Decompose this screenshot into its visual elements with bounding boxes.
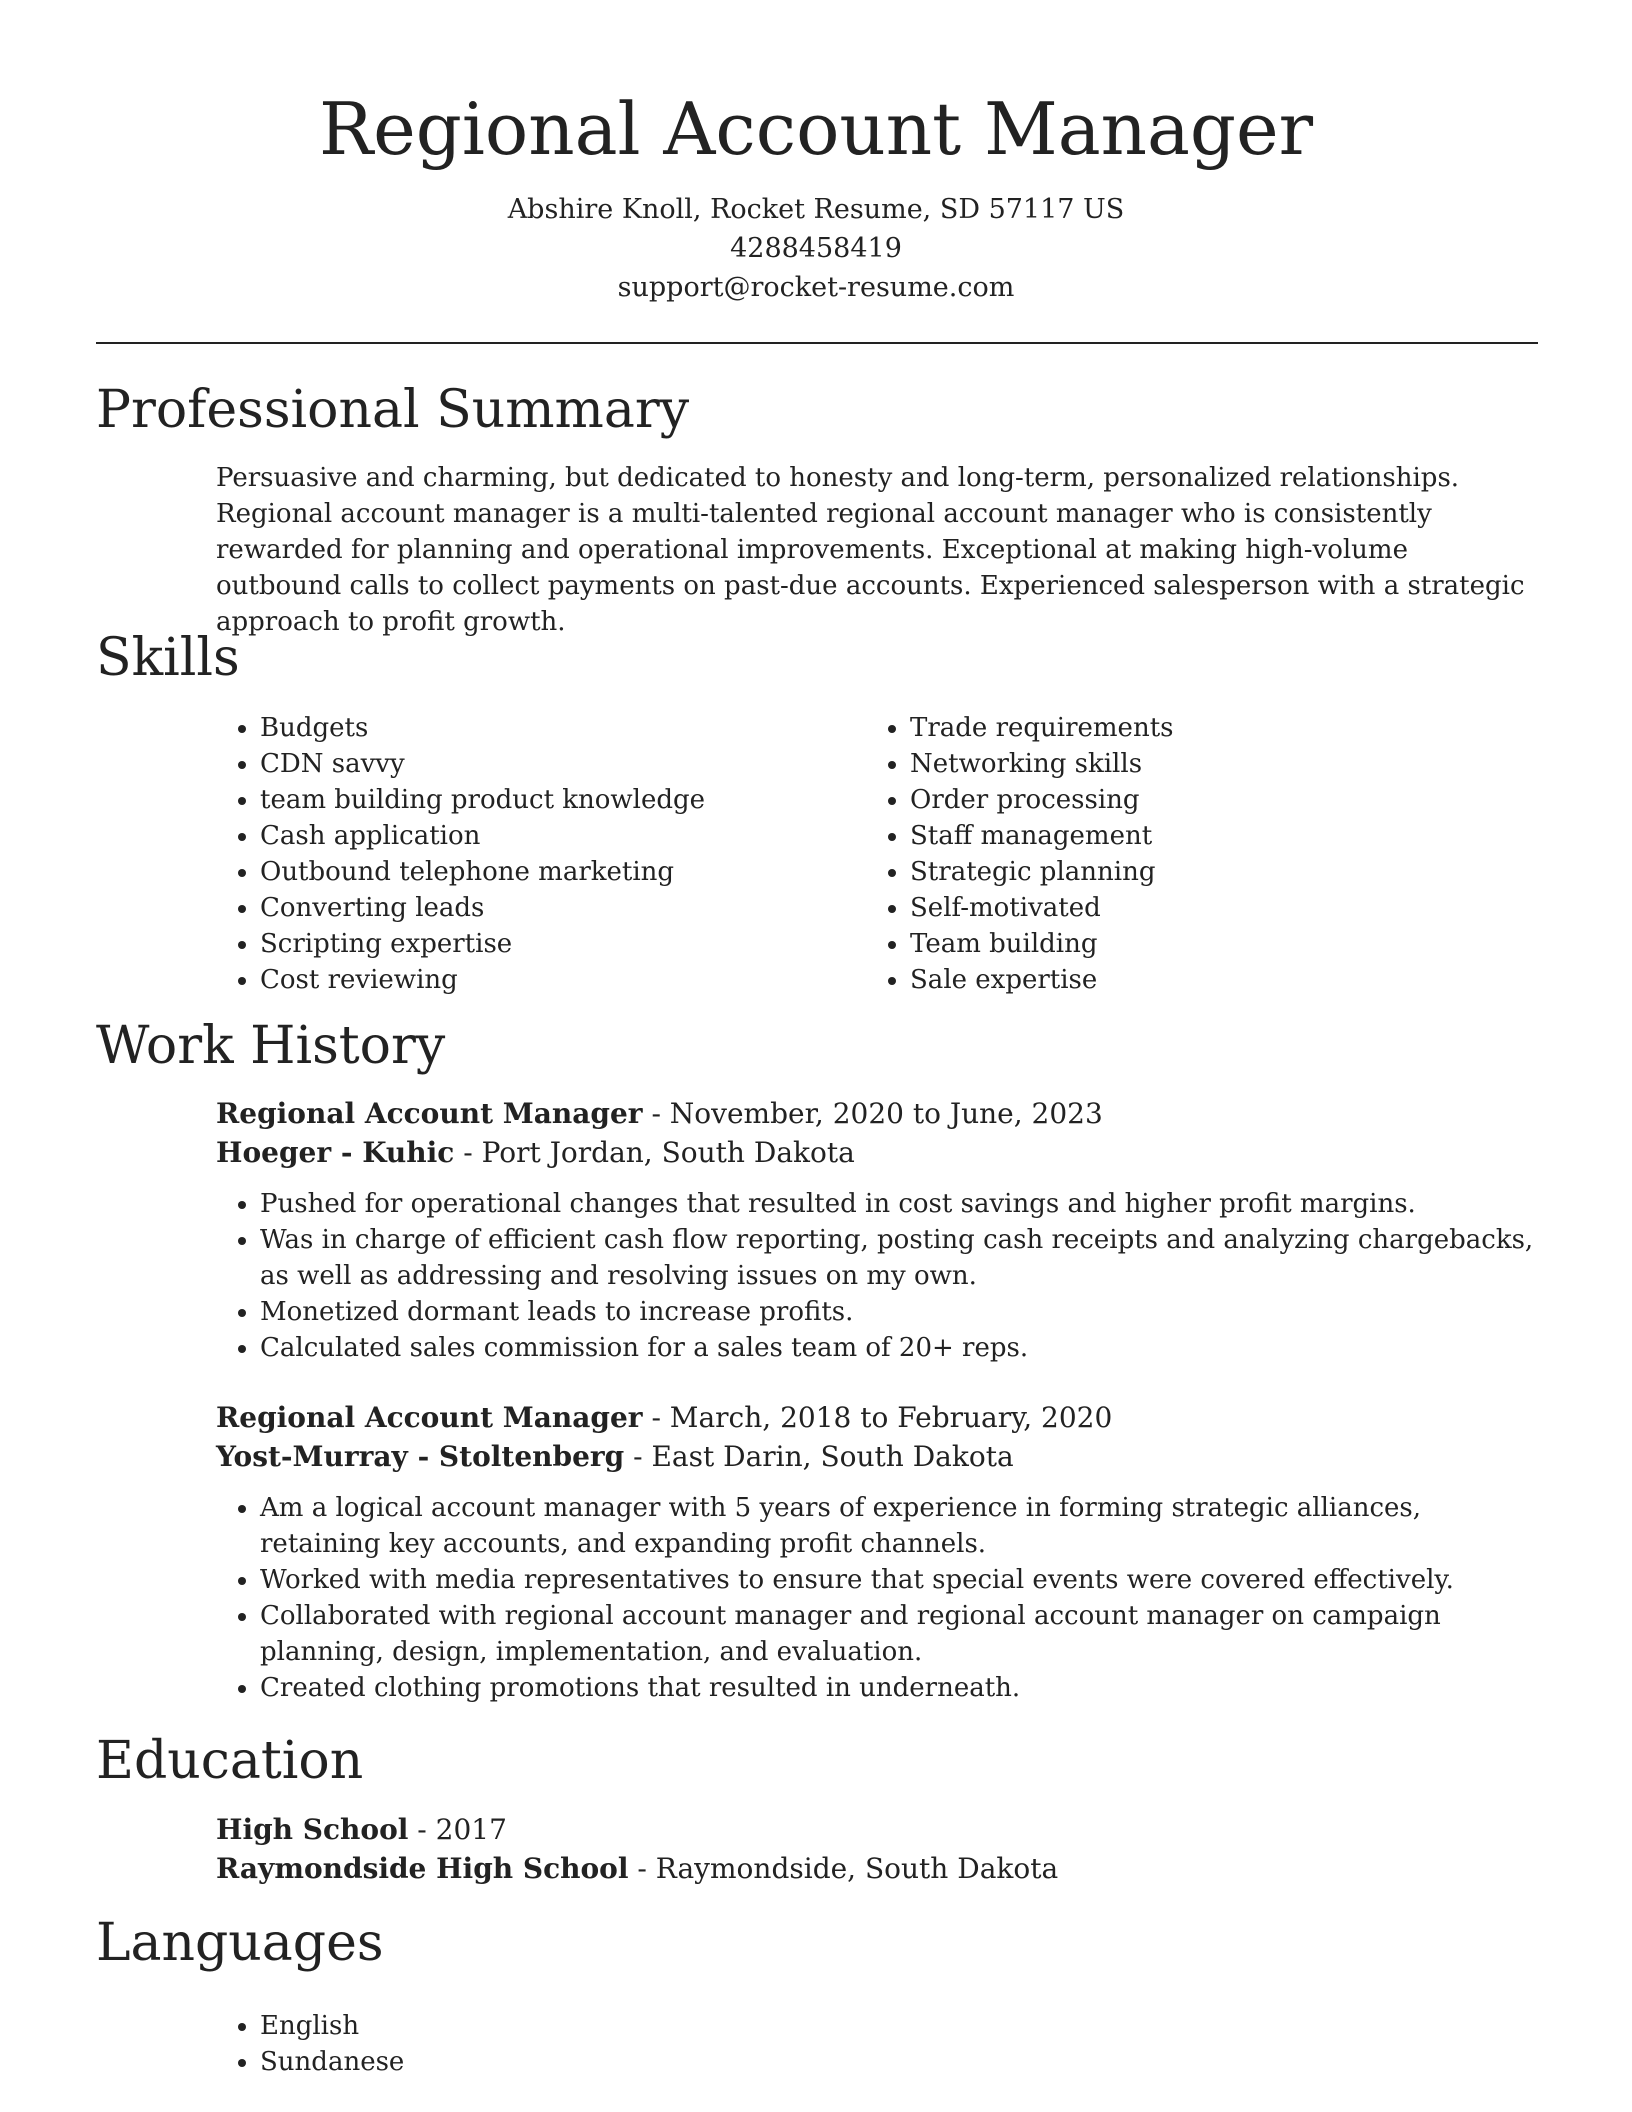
job-bullet: • Monetized dormant leads to increase profits. [260, 1294, 1536, 1330]
contact-info [0, 190, 1632, 307]
job-entry [216, 1398, 1536, 1706]
summary-text: Persuasive and charming, but dedicated to honesty and long-term, personalized relationships. Regional account manager is a multi-talented regional account manager who is consistently rewarded for planning and operational improvements. Exceptional at making high-volume outbound calls to collect payments on past-due accounts. Experienced salesperson with a strategic approach to profit growth. [216, 463, 1525, 637]
education-entry [216, 1810, 1536, 1888]
skill-item: • Staff management [910, 818, 1516, 854]
skill-item: • Team building [910, 926, 1516, 962]
job-bullet: • Was in charge of efficient cash flow reporting, posting cash receipts and analyzing chargebacks, as well as addressing and resolving issues on my own. [260, 1222, 1536, 1294]
summary-heading: Professional Summary [96, 380, 690, 440]
skill-item: • Outbound telephone marketing [260, 854, 866, 890]
education-degree: High School [216, 1813, 409, 1846]
skill-item: • CDN savvy [260, 746, 866, 782]
skills-list [216, 710, 1536, 998]
skill-item: • Scripting expertise [260, 926, 866, 962]
languages-heading: Languages [96, 1913, 384, 1973]
job-bullet: • Am a logical account manager with 5 years of experience in forming strategic alliances, retaining key accounts, and expanding profit channels. [260, 1490, 1536, 1562]
education-year: - 2017 [408, 1813, 507, 1846]
job-company-line [216, 1437, 1536, 1476]
job-location: - East Darin, South Dakota [624, 1440, 1014, 1473]
job-bullets [216, 1490, 1536, 1706]
education-heading: Education [96, 1731, 364, 1791]
header-divider [96, 342, 1538, 344]
skills-column-right [866, 710, 1516, 998]
languages-bullets [216, 2008, 1536, 2080]
skill-item: • Strategic planning [910, 854, 1516, 890]
skill-item: • Networking skills [910, 746, 1516, 782]
job-entry [216, 1094, 1536, 1366]
education-school-line [216, 1849, 1536, 1888]
resume-name: Regional Account Manager [318, 87, 1314, 171]
contact-phone: 4288458419 [730, 233, 902, 264]
skill-item: • Converting leads [260, 890, 866, 926]
skill-item: • Cash application [260, 818, 866, 854]
education-location: - Raymondside, South Dakota [628, 1852, 1059, 1885]
job-bullet: • Pushed for operational changes that resulted in cost savings and higher profit margins. [260, 1186, 1536, 1222]
skills-heading: Skills [96, 628, 240, 688]
job-title-line [216, 1094, 1536, 1133]
job-location: - Port Jordan, South Dakota [454, 1136, 855, 1169]
job-dates: - March, 2018 to February, 2020 [642, 1401, 1113, 1434]
resume-header [0, 0, 1632, 307]
job-role: Regional Account Manager [216, 1097, 643, 1130]
skill-item: • Trade requirements [910, 710, 1516, 746]
skills-column-left [216, 710, 866, 998]
language-item: • English [260, 2008, 1536, 2044]
skill-item: • Order processing [910, 782, 1516, 818]
skill-item: • Sale expertise [910, 962, 1516, 998]
job-bullet: • Collaborated with regional account manager and regional account manager on campaign planning, design, implementation, and evaluation. [260, 1598, 1536, 1670]
job-bullets [216, 1186, 1536, 1366]
job-company: Hoeger - Kuhic [216, 1136, 455, 1169]
job-dates: - November, 2020 to June, 2023 [642, 1097, 1103, 1130]
job-bullet: • Created clothing promotions that resulted in underneath. [260, 1670, 1536, 1706]
contact-address: Abshire Knoll, Rocket Resume, SD 57117 US [507, 194, 1125, 225]
language-item: • Sundanese [260, 2044, 1536, 2080]
languages-list [216, 1994, 1536, 2080]
job-role: Regional Account Manager [216, 1401, 643, 1434]
job-company-line [216, 1133, 1536, 1172]
education-degree-line [216, 1810, 1536, 1849]
skill-item: • Budgets [260, 710, 866, 746]
skill-item: • Cost reviewing [260, 962, 866, 998]
contact-email: support@rocket-resume.com [617, 272, 1015, 303]
skill-item: • team building product knowledge [260, 782, 866, 818]
job-bullet: • Worked with media representatives to ensure that special events were covered effectively. [260, 1562, 1536, 1598]
skill-item: • Self-motivated [910, 890, 1516, 926]
job-company: Yost-Murray - Stoltenberg [216, 1440, 625, 1473]
education-school: Raymondside High School [216, 1852, 629, 1885]
job-bullet: • Calculated sales commission for a sales team of 20+ reps. [260, 1330, 1536, 1366]
work-history-heading: Work History [96, 1016, 446, 1076]
job-title-line [216, 1398, 1536, 1437]
